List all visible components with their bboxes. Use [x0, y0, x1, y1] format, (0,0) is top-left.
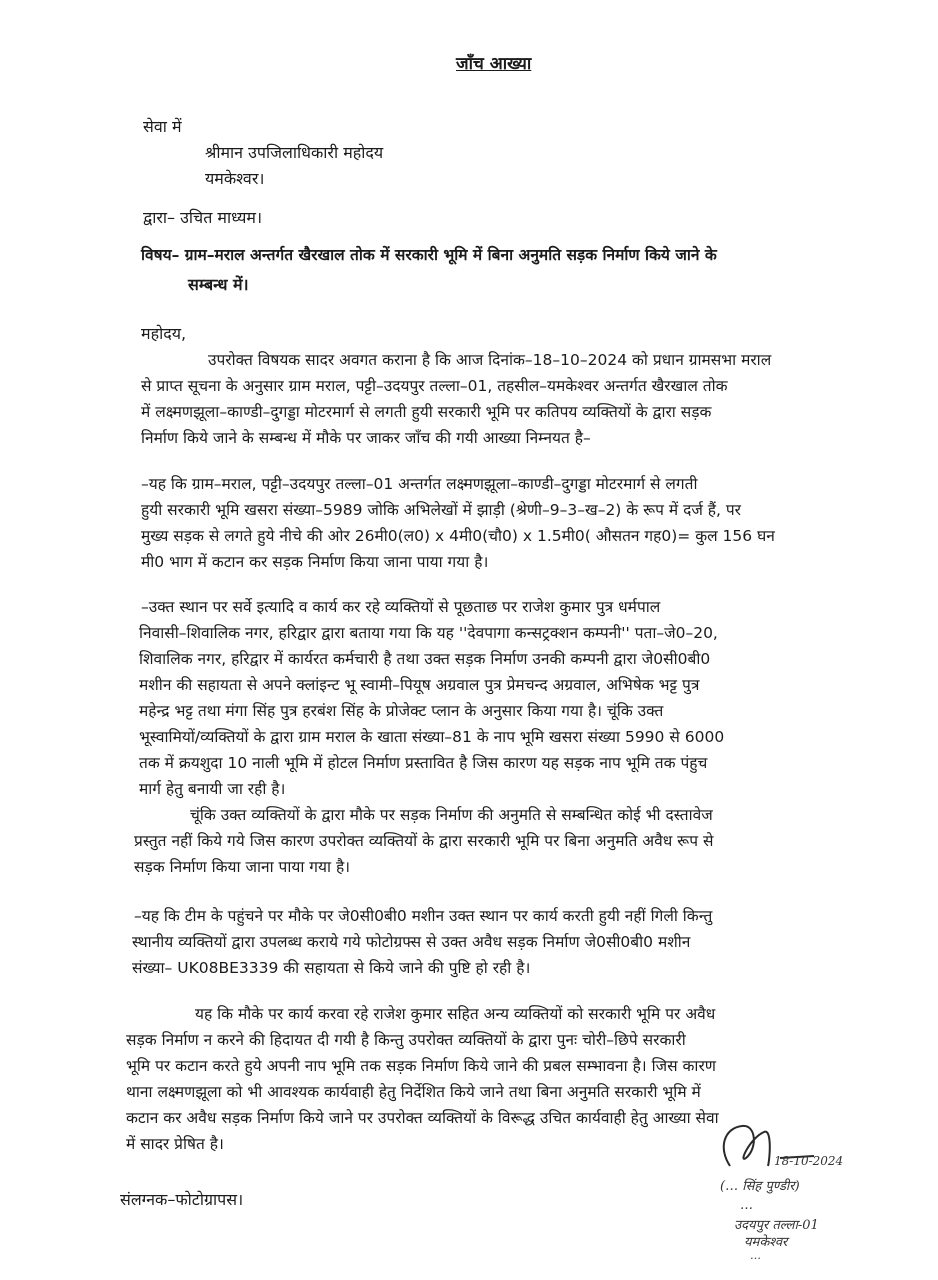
body-line: शिवालिक नगर, हरिद्वार में कार्यरत कर्मचारी है तथा उक्त सड़क निर्माण उनकी कम्पनी द्वारा जे0सी0बी0	[139, 650, 711, 668]
body-line: में लक्ष्मणझूला–काण्डी–दुगड्डा मोटरमार्ग से लगती हुयी सरकारी भूमि पर कतिपय व्यक्तियों के द्वारा सड़क	[141, 403, 712, 421]
body-line: प्रस्तुत नहीं किये गये जिस कारण उपरोक्त व्यक्तियों के द्वारा सरकारी भूमि पर बिना अनुमति अवैध रूप से	[134, 832, 714, 850]
to-label: सेवा में	[143, 117, 182, 136]
body-line: यह कि मौके पर कार्य करवा रहे राजेश कुमार सहित अन्य व्यक्तियों को सरकारी भूमि पर अवैध	[195, 1005, 716, 1023]
signatory-office: उदयपुर तल्ला-01	[734, 1218, 819, 1233]
body-line: थाना लक्ष्मणझूला को भी आवश्यक कार्यवाही हेतु निर्देशित किये जाने तथा बिना अनुमति सरकारी भूमि में	[126, 1083, 701, 1101]
recipient-place: यमकेश्वर।	[205, 169, 265, 188]
body-line: भूमि पर कटान करते हुये अपनी नाप भूमि तक सड़क निर्माण किये जाने की प्रबल सम्भावना है। जिस कारण	[126, 1057, 716, 1075]
signature-block	[700, 1118, 930, 1278]
signature-date: 18-10-2024	[774, 1154, 844, 1168]
through-line: द्वारा– उचित माध्यम।	[143, 208, 263, 227]
body-line: –यह कि ग्राम–मराल, पट्टी–उदयपुर तल्ला–01 अन्तर्गत लक्ष्मणझूला–काण्डी–दुगड्डा मोटरमार्ग से लगती	[141, 475, 698, 493]
handwritten-signature	[710, 1118, 820, 1178]
subject-line-2: सम्बन्ध में।	[188, 275, 249, 294]
body-line: निर्माण किये जाने के सम्बन्ध में मौके पर जाकर जाँच की गयी आख्या निम्नयत है–	[141, 429, 591, 447]
signatory-name: (… सिंह पुण्डीर)	[720, 1179, 800, 1194]
body-line: में सादर प्रेषित है।	[126, 1135, 224, 1153]
body-line: चूंकि उक्त व्यक्तियों के द्वारा मौके पर सड़क निर्माण की अनुमति से सम्बन्धित कोई भी दस्तावेज	[190, 806, 713, 824]
body-line: सड़क निर्माण किया जाना पाया गया है।	[134, 858, 351, 876]
body-line: सड़क निर्माण न करने की हिदायत दी गयी है किन्तु उपरोक्त व्यक्तियों के द्वारा पुनः चोरी–छिपे सरकारी	[126, 1031, 686, 1049]
body-line: मुख्य सड़क से लगते हुये नीचे की ओर 26मी0(ल0) x 4मी0(चौ0) x 1.5मी0( औसतन गह0)= कुल 156 घन	[141, 527, 775, 545]
recipient: श्रीमान उपजिलाधिकारी महोदय	[205, 143, 384, 162]
signatory-place: यमकेश्वर	[744, 1235, 788, 1250]
body-line: तक में क्रयशुदा 10 नाली भूमि में होटल निर्माण प्रस्तावित है जिस कारण यह सड़क नाप भूमि तक पंहुच	[139, 754, 708, 772]
signatory-district: …	[750, 1249, 761, 1262]
body-line: कटान कर अवैध सड़क निर्माण किये जाने पर उपरोक्त व्यक्तियों के विरूद्ध उचित कार्यवाही हेतु आख्या सेवा	[126, 1109, 719, 1127]
signatory-designation: …	[740, 1198, 753, 1213]
body-line: उपरोक्त विषयक सादर अवगत कराना है कि आज दिनांक–18–10–2024 को प्रधान ग्रामसभा मराल	[208, 351, 772, 369]
body-line: हुयी सरकारी भूमि खसरा संख्या–5989 जोकि अभिलेखों में झाड़ी (श्रेणी–9–3–ख–2) के रूप में दर्ज हैं, पर	[141, 501, 741, 519]
salutation: महोदय,	[141, 324, 187, 343]
body-line: मशीन की सहायता से अपने क्लांइन्ट भू स्वामी–पियूष अग्रवाल पुत्र प्रेमचन्द अग्रवाल, अभिषेक भट्ट पुत्र	[139, 676, 700, 694]
body-line: महेन्द्र भट्ट तथा मंगा सिंह पुत्र हरबंश सिंह के प्रोजेक्ट प्लान के अनुसार किया गया है। चूंकि उक्त	[139, 702, 664, 720]
body-line: –यह कि टीम के पहुंचने पर मौके पर जे0सी0बी0 मशीन उक्त स्थान पर कार्य करती हुयी नहीं गिली किन्तु	[134, 907, 713, 925]
subject-line-1: विषय– ग्राम–मराल अन्तर्गत खैरखाल तोक में सरकारी भूमि में बिना अनुमति सड़क निर्माण किये जाने के	[141, 246, 717, 264]
body-line: स्थानीय व्यक्तियों द्वारा उपलब्ध कराये गये फोटोग्रफ्स से उक्त अवैध सड़क निर्माण जे0सी0बी0 मशीन	[132, 933, 691, 951]
body-line: भूस्वामियों/व्यक्तियों के द्वारा ग्राम मराल के खाता संख्या–81 के नाप भूमि खसरा संख्या 5990 से 6000	[139, 728, 725, 746]
body-line: संख्या– UK08BE3339 की सहायता से किये जाने की पुष्टि हो रही है।	[132, 959, 531, 977]
body-line: –उक्त स्थान पर सर्वे इत्यादि व कार्य कर रहे व्यक्तियों से पूछताछ पर राजेश कुमार पुत्र धर्मपाल	[141, 598, 661, 616]
enclosure-line: संलग्नक–फोटोग्रापस।	[120, 1190, 244, 1209]
body-line: मी0 भाग में कटान कर सड़क निर्माण किया जाना पाया गया है।	[141, 553, 489, 571]
body-line: से प्राप्त सूचना के अनुसार ग्राम मराल, पट्टी–उदयपुर तल्ला–01, तहसील–यमकेश्वर अन्तर्गत खैरखाल तोक	[141, 377, 728, 395]
body-line: मार्ग हेतु बनायी जा रही है।	[139, 780, 286, 798]
document-title: जाँच आख्या	[456, 54, 532, 74]
body-line: निवासी–शिवालिक नगर, हरिद्वार द्वारा बताया गया कि यह ''देवपागा कन्सट्रक्शन कम्पनी'' पता–जे0–20,	[139, 624, 718, 642]
